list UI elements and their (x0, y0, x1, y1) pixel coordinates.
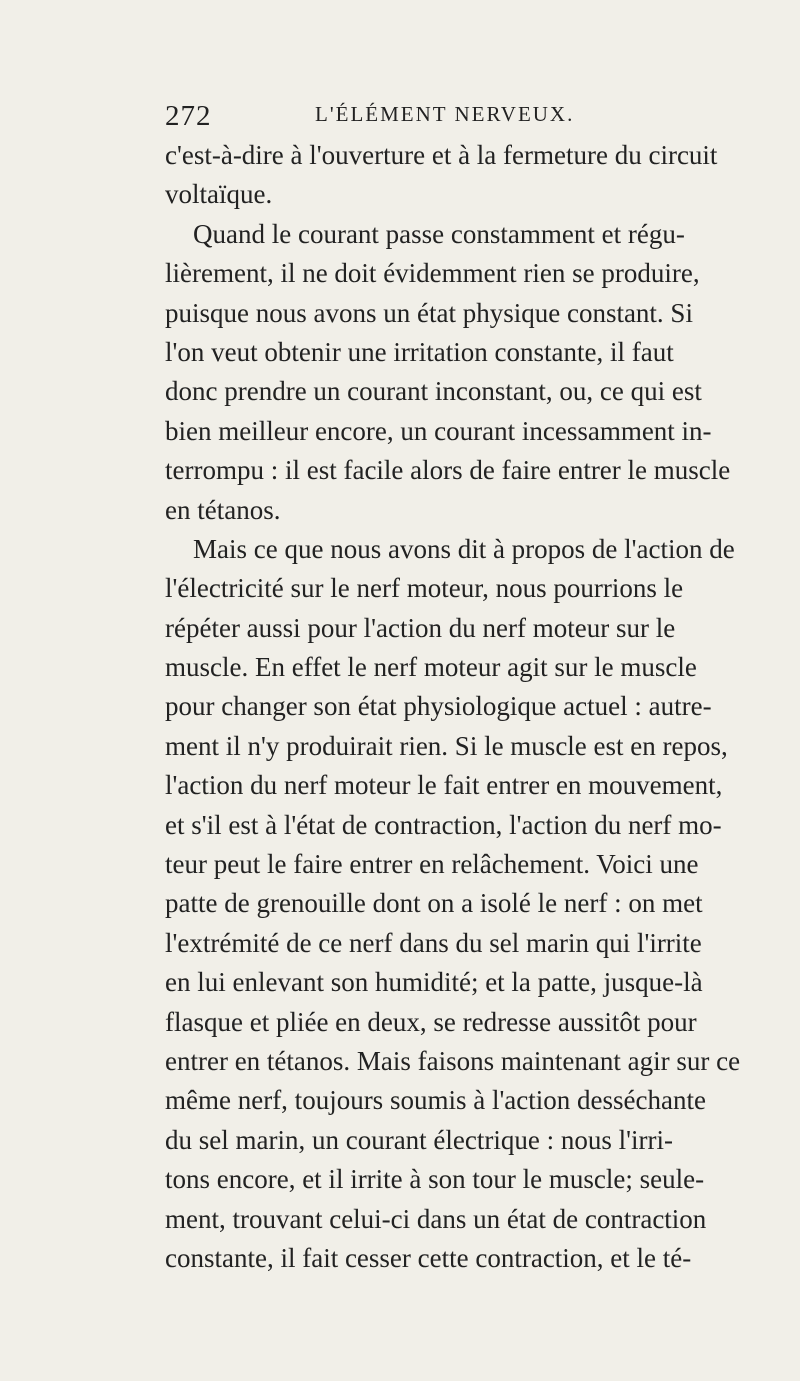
text-line: Mais ce que nous avons dit à propos de l'action de (193, 533, 735, 564)
text-line: constante, il fait cesser cette contraction, et le té- (165, 1242, 692, 1273)
text-line: ment il n'y produirait rien. Si le muscle est en repos, (165, 730, 728, 761)
running-title: L'ÉLÉMENT NERVEUX. (315, 102, 575, 126)
text-line: tons encore, et il irrite à son tour le muscle; seule- (165, 1164, 705, 1195)
text-line: en tétanos. (165, 494, 281, 525)
text-line: ment, trouvant celui-ci dans un état de contraction (165, 1203, 707, 1234)
text-line: du sel marin, un courant électrique : nous l'irri- (165, 1124, 673, 1155)
text-line: lièrement, il ne doit évidemment rien se produire, (165, 258, 700, 289)
text-line: donc prendre un courant inconstant, ou, ce qui est (165, 376, 702, 407)
text-line: flasque et pliée en deux, se redresse aussitôt pour (165, 1006, 697, 1037)
body-text (165, 136, 741, 1278)
text-line: voltaïque. (165, 179, 273, 210)
text-line: même nerf, toujours soumis à l'action desséchante (165, 1085, 706, 1116)
text-line: puisque nous avons un état physique constant. Si (165, 297, 693, 328)
text-line: en lui enlevant son humidité; et la patte, jusque-là (165, 967, 703, 998)
text-line: l'électricité sur le nerf moteur, nous pourrions le (165, 573, 684, 604)
text-line: Quand le courant passe constamment et régu- (193, 218, 685, 249)
text-line: bien meilleur encore, un courant incessamment in- (165, 415, 712, 446)
text-line: terrompu : il est facile alors de faire entrer le muscle (165, 455, 731, 486)
text-line: patte de grenouille dont on a isolé le nerf : on met (165, 888, 703, 919)
text-line: et s'il est à l'état de contraction, l'action du nerf mo- (165, 809, 722, 840)
text-line: entrer en tétanos. Mais faisons maintenant agir sur ce (165, 1045, 741, 1076)
text-line: teur peut le faire entrer en relâchement. Voici une (165, 849, 699, 880)
text-line: l'extrémité de ce nerf dans du sel marin qui l'irrite (165, 927, 702, 958)
page-number: 272 (165, 100, 212, 132)
text-line: muscle. En effet le nerf moteur agit sur le muscle (165, 652, 697, 683)
text-line: l'on veut obtenir une irritation constante, il faut (165, 336, 674, 367)
text-line: pour changer son état physiologique actuel : autre- (165, 691, 712, 722)
page-header (165, 100, 645, 140)
text-line: c'est-à-dire à l'ouverture et à la fermeture du circuit (165, 140, 718, 170)
text-line: répéter aussi pour l'action du nerf moteur sur le (165, 612, 676, 643)
text-line: l'action du nerf moteur le fait entrer en mouvement, (165, 770, 723, 801)
